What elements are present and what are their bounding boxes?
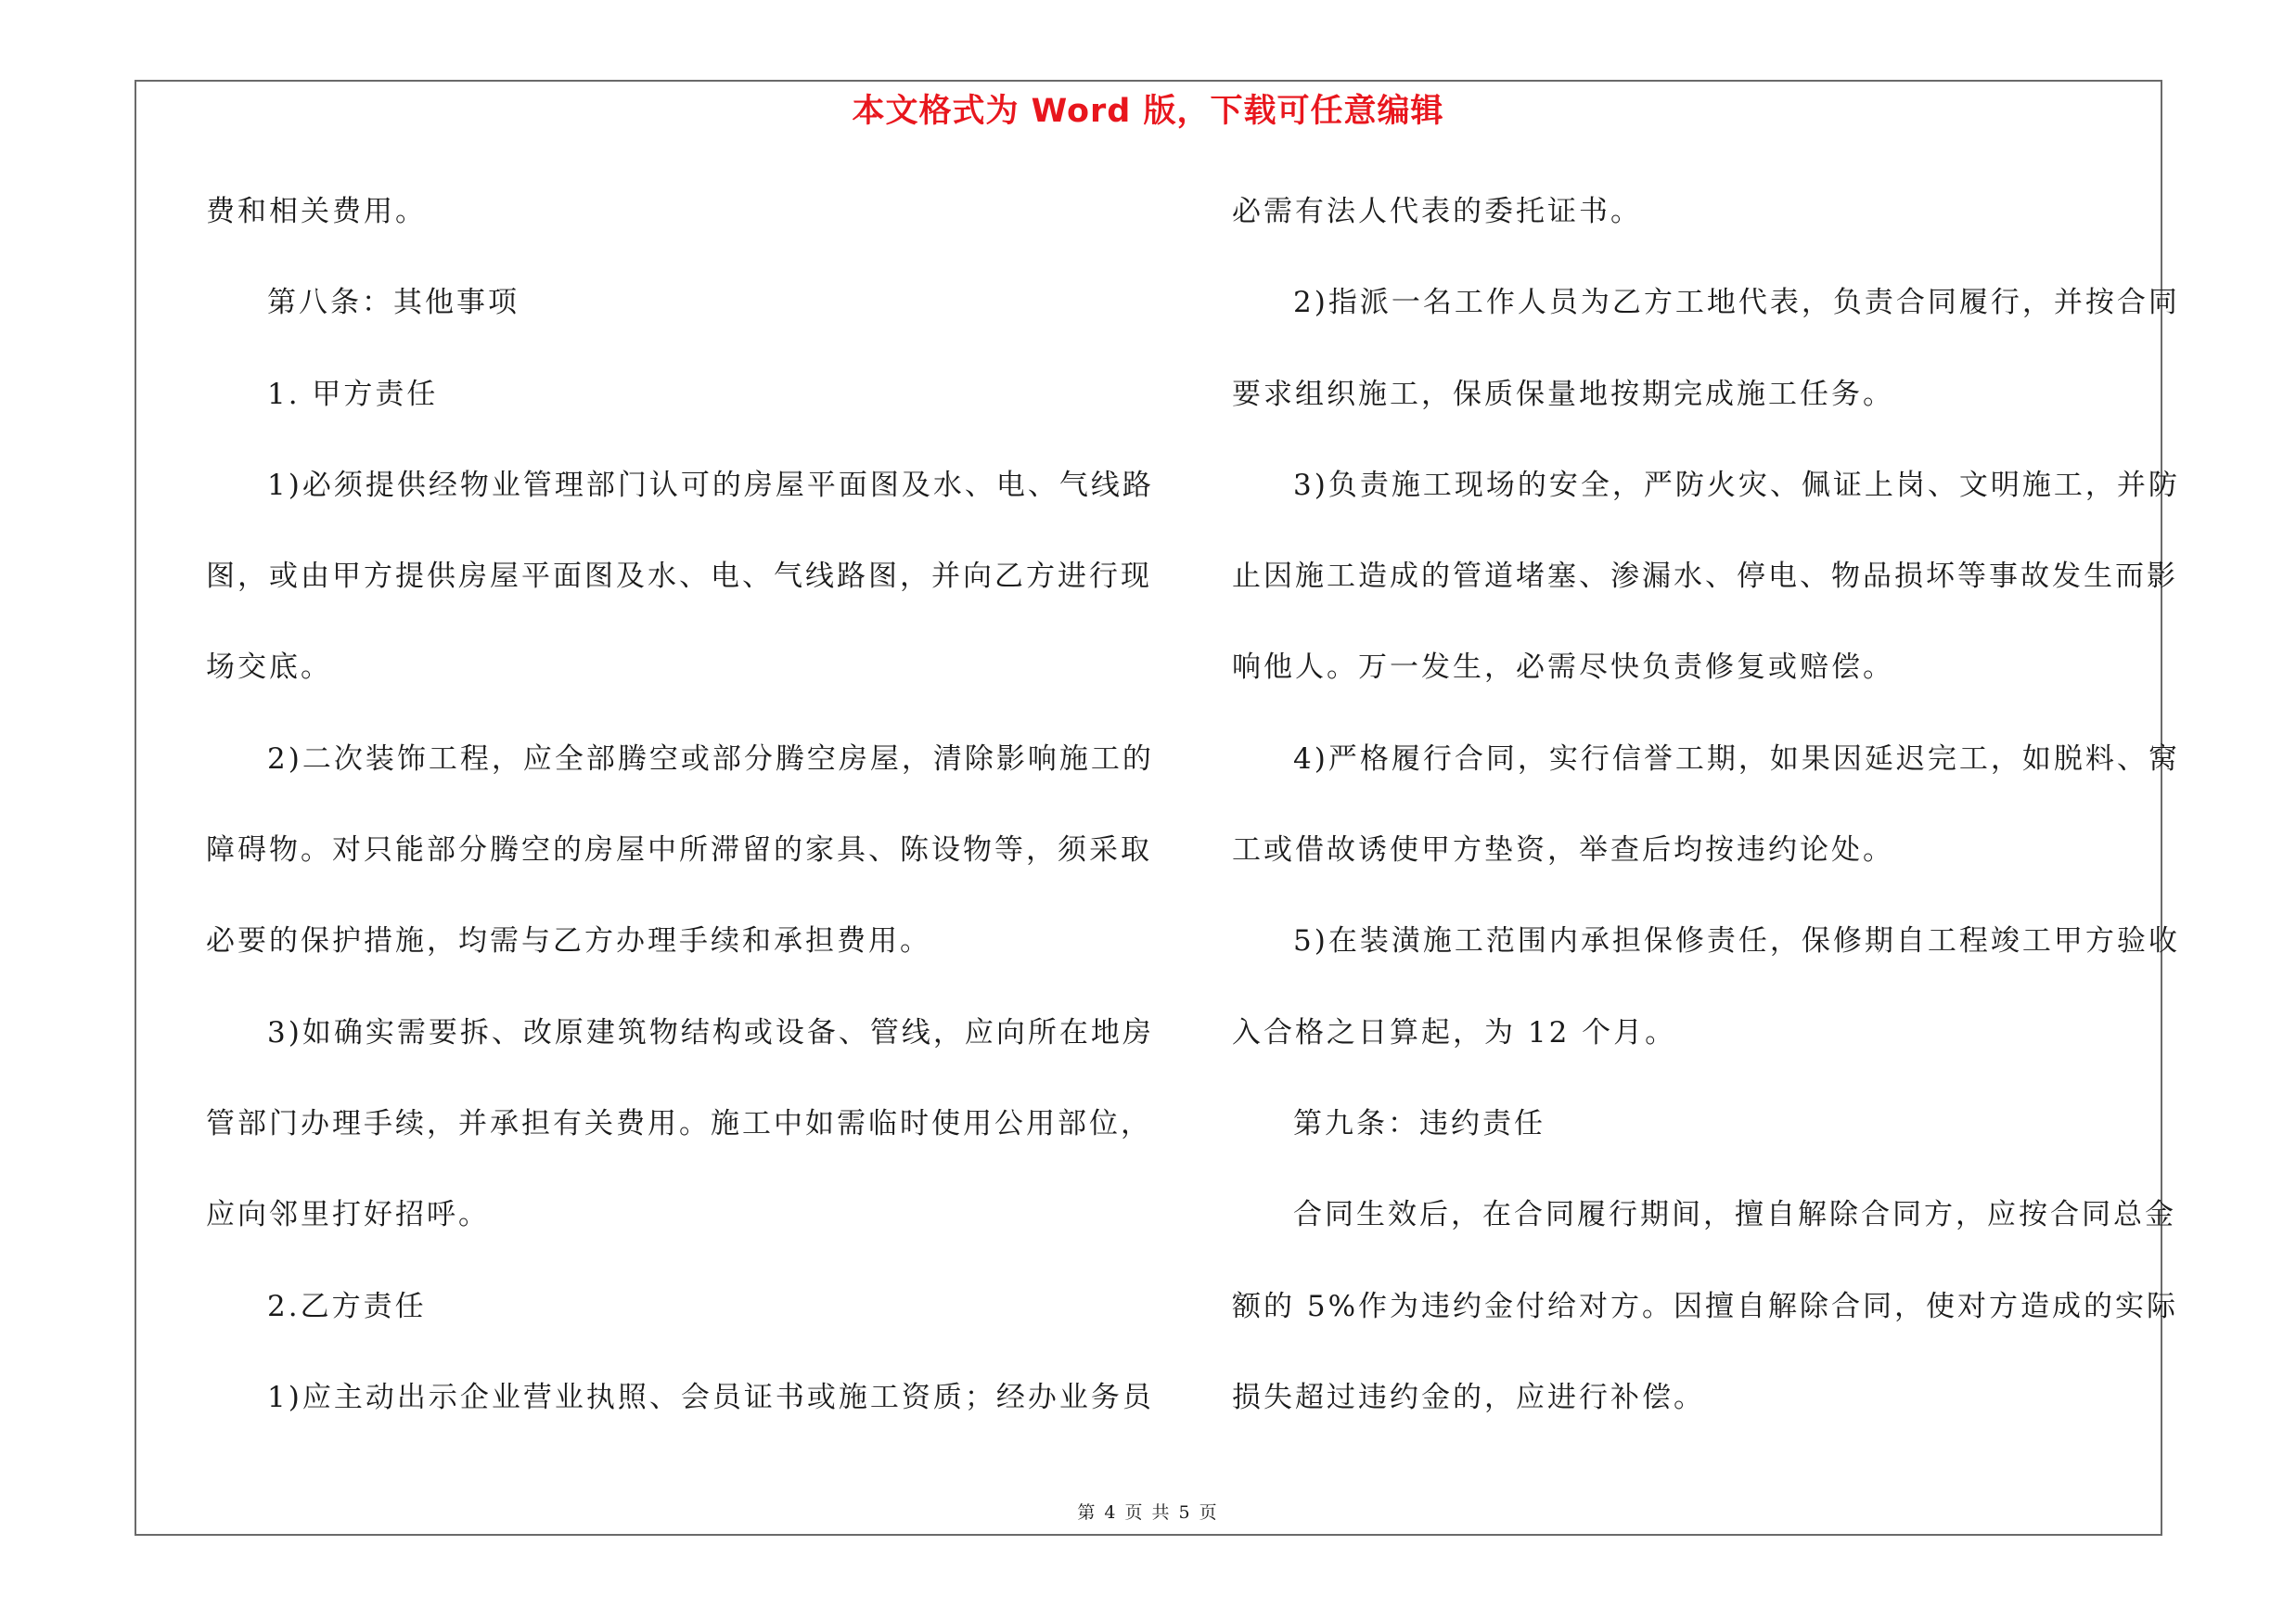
format-notice-banner: 本文格式为 Word 版，下载可任意编辑 — [852, 93, 1444, 130]
text-line: 要求组织施工，保质保量地按期完成施工任务。 — [1232, 377, 1894, 411]
text-line: 1. 甲方责任 — [267, 377, 439, 411]
text-line: 合同生效后，在合同履行期间，擅自解除合同方，应按合同总金 — [1293, 1198, 2176, 1232]
text-line: 1)应主动出示企业营业执照、会员证书或施工资质；经办业务员 — [267, 1380, 1154, 1414]
text-line: 场交底。 — [206, 650, 332, 685]
text-line: 必要的保护措施，均需与乙方办理手续和承担费用。 — [206, 924, 931, 959]
text-line: 图，或由甲方提供房屋平面图及水、电、气线路图，并向乙方进行现 — [206, 560, 1152, 594]
page-number-footer: 第 4 页 共 5 页 — [1077, 1502, 1219, 1523]
text-line: 额的 5%作为违约金付给对方。因擅自解除合同，使对方造成的实际 — [1232, 1289, 2179, 1323]
text-line: 2)二次装饰工程，应全部腾空或部分腾空房屋，清除影响施工的 — [267, 741, 1154, 776]
text-line: 5)在装潢施工范围内承担保修责任，保修期自工程竣工甲方验收 — [1293, 924, 2180, 959]
text-line: 应向邻里打好招呼。 — [206, 1198, 490, 1232]
text-line: 入合格之日算起，为 12 个月。 — [1232, 1015, 1677, 1050]
text-line: 1)必须提供经物业管理部门认可的房屋平面图及水、电、气线路 — [267, 468, 1154, 502]
text-line: 4)严格履行合同，实行信誉工期，如果因延迟完工，如脱料、窝 — [1293, 741, 2180, 776]
text-line: 3)负责施工现场的安全，严防火灾、佩证上岗、文明施工，并防 — [1293, 468, 2180, 502]
text-line: 3)如确实需要拆、改原建筑物结构或设备、管线，应向所在地房 — [267, 1015, 1154, 1050]
text-line: 2)指派一名工作人员为乙方工地代表，负责合同履行，并按合同 — [1293, 286, 2180, 320]
text-line: 2.乙方责任 — [267, 1289, 427, 1323]
text-line: 必需有法人代表的委托证书。 — [1232, 195, 1642, 228]
right-column — [1232, 184, 2180, 1461]
text-line: 第八条：其他事项 — [267, 286, 519, 320]
text-line: 工或借故诱使甲方垫资，举查后均按违约论处。 — [1232, 833, 1894, 868]
text-line: 第九条：违约责任 — [1293, 1106, 1546, 1140]
text-line: 费和相关费用。 — [206, 195, 427, 228]
text-line: 损失超过违约金的，应进行补偿。 — [1232, 1380, 1705, 1414]
text-line: 响他人。万一发生，必需尽快负责修复或赔偿。 — [1232, 650, 1894, 685]
left-column — [206, 184, 1154, 1461]
text-line: 止因施工造成的管道堵塞、渗漏水、停电、物品损坏等事故发生而影 — [1232, 560, 2178, 594]
text-line: 管部门办理手续，并承担有关费用。施工中如需临时使用公用部位， — [206, 1106, 1152, 1140]
text-line: 障碍物。对只能部分腾空的房屋中所滞留的家具、陈设物等，须采取 — [206, 833, 1152, 868]
